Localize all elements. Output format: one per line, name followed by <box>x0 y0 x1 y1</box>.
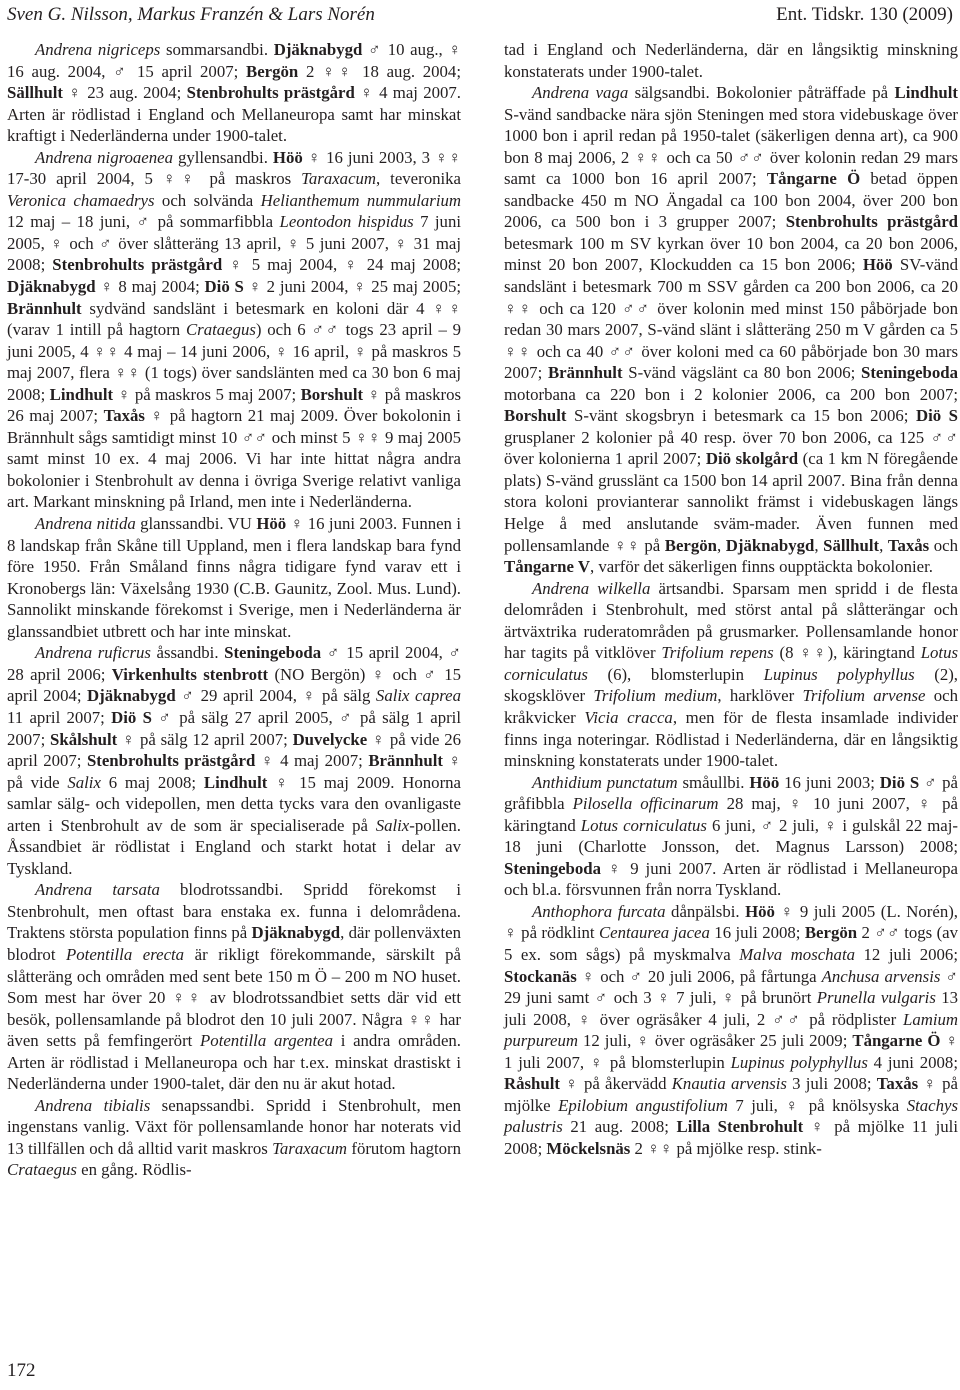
italic-text: Epilobium angustifolium <box>558 1095 728 1115</box>
text-run: ♀ på sälg 12 april 2007; <box>117 729 293 749</box>
text-run: tad i England och Nederländerna, där en långsiktig minskning konstaterats under 1900-talet. <box>504 40 958 81</box>
bold-text: Diö S <box>879 772 920 792</box>
italic-text: Andrena ruficrus <box>35 643 151 663</box>
bold-text: Stenbrohults prästgård <box>86 751 256 771</box>
text-run: , harklöver <box>717 686 803 706</box>
text-run: dånpälsbi. <box>665 901 746 921</box>
text-run: (6), blomsterlupin <box>587 664 764 684</box>
text-run: 13 juli 2008, ♀ över ogräsåker 4 juli, 2 ♂♂ på rödplister <box>504 988 959 1029</box>
bold-text: Duvelycke <box>292 729 368 749</box>
text-run: betesmark 100 m SV kyrkan över 10 bon 2004, ca 20 bon 2006, minst 20 bon 2007, Klockudden ca 15 bon 2006; <box>504 233 958 275</box>
italic-text: Pilosella officinarum <box>572 794 719 814</box>
text-run: grusplaner 2 kolonier på 40 resp. över 70 bon 2006, ca 125 ♂♂ över kolonierna 1 april 2007; <box>504 427 958 469</box>
text-run: ♀ 5 maj 2004, ♀ 24 maj 2008; <box>222 255 462 275</box>
bold-text: Stockanäs <box>504 966 577 986</box>
text-run: motorbana ca 220 bon i 2 kolonier 2006, ca 200 bon 2007; <box>504 384 958 404</box>
text-run: 11 april 2007; <box>7 707 112 727</box>
text-run: 2 ♂♂ togs (av 5 ex. som sågs) på myskmalva <box>504 923 958 964</box>
bold-text: Djäknabygd <box>273 40 363 59</box>
bold-text: Höö <box>862 255 893 275</box>
bold-text: Steningeboda <box>224 643 322 663</box>
text-run: ) och 6 ♂♂ togs 23 april – 9 juni 2005, 4 ♀♀ 4 maj – 14 juni 2006, ♀ 16 april, ♀ på maskros 5 maj 2007, flera ♀♀ (1 togs) över sandslänten med ca 30 bon 6 maj 2008; <box>7 320 462 404</box>
italic-text: Salix <box>375 815 410 835</box>
bold-text: Brännhult <box>547 363 623 383</box>
italic-text: Vicia cracca <box>584 707 673 727</box>
text-run: 7 juli, ♀ på knölsyska <box>727 1095 907 1115</box>
bold-text: Råshult <box>504 1074 560 1094</box>
text-run: sälgsandbi. Bokolonier påträffade på <box>628 83 895 103</box>
text-run: (8 ♀♀), käringtand <box>773 643 921 663</box>
bold-text: Tångarne Ö <box>852 1031 941 1051</box>
bold-text: Brännhult <box>368 751 443 771</box>
text-run: 4 juni 2008; <box>867 1052 958 1072</box>
italic-text: Knautia arvensis <box>671 1074 787 1094</box>
text-run: ♀ 16 juni 2003. Funnen i 8 landskap från Skåne till Uppland, men i flera landskap bara fynd före 1950. Från Småland finns några tidigare fynd varav ett i Kronobergs län: Växelsång 1930 (C.B. Gaunitz, Zool. Mus. Lund). Sannolikt minskande förekomst i Sverige, men i Nederländerna är glanssandbiet utbrett och har inte minskat. <box>7 514 461 641</box>
italic-text: Trifolium medium <box>593 686 718 706</box>
text-run: ♂ 15 april 2004, ♂ 28 april 2006; <box>7 643 461 684</box>
text-run: ♀ på mjölke 11 juli 2008; <box>504 1117 958 1158</box>
text-run: 12 juli, ♀ över ogräsåker 25 juli 2009; <box>577 1031 853 1051</box>
italic-text: Andrena nitida <box>35 514 136 534</box>
text-run: ♀ 4 maj 2007. Arten är rödlistad i England och Mellaneuropa samt har minskat kraftigt i Nederländerna under 1900-talet. <box>7 83 462 146</box>
paragraph <box>7 1095 461 1181</box>
text-run: gyllensandbi. <box>172 147 273 167</box>
italic-text: Veronica chamaedrys <box>7 190 155 210</box>
italic-text: Lotus corniculatus <box>580 815 707 835</box>
bold-text: Bergön <box>804 923 858 943</box>
text-run: ♀ 9 juni 2007. Arten är rödlistad i Mellaneuropa och bl.a. försvunnen från norra Tyskland. <box>504 858 958 900</box>
bold-text: Djäknabygd <box>725 535 815 555</box>
text-run: ♀ 9 juli 2005 (L. Norén), ♀ på rödklint <box>504 901 959 943</box>
bold-text: Sällhult <box>823 535 880 555</box>
paragraph <box>504 578 958 772</box>
italic-text: Malva moschata <box>739 944 856 964</box>
bold-text: Sällhult <box>7 83 63 103</box>
text-run: sommarsandbi. <box>160 40 274 59</box>
bold-text: Bergön <box>246 61 299 81</box>
text-run: , <box>716 535 726 555</box>
italic-text: Prunella vulgaris <box>816 988 936 1008</box>
right-column <box>504 39 958 1159</box>
left-column <box>7 39 461 1181</box>
bold-text: Djäknabygd <box>87 686 176 706</box>
text-run: åssandbi. <box>150 643 225 663</box>
text-run: ♀ och ♂ 20 juli 2006, på fårtunga <box>576 966 822 986</box>
text-run: ♀ 15 maj 2009. Honorna samlar sälg- och videpollen, men detta tycks vara den ovanligaste arten i Stenbrohult av de som är specialiserade på <box>7 772 461 835</box>
bold-text: Taxås <box>103 406 145 426</box>
bold-text: Möckelsnäs <box>546 1138 631 1158</box>
bold-text: Höö <box>272 147 303 167</box>
italic-text: Trifolium repens <box>661 643 774 663</box>
italic-text: Crataegus <box>7 1160 77 1180</box>
bold-text: Höö <box>745 901 775 921</box>
italic-text: Trifolium arvense <box>802 686 926 706</box>
italic-text: Salix <box>67 772 101 792</box>
text-run: ♂ 29 april 2004, ♀ på sälg <box>175 686 376 706</box>
italic-text: Taraxacum <box>301 169 377 189</box>
text-run: , <box>814 535 824 555</box>
text-run: (ca 1 km N föregående plats) S-vänd grusslänt ca 1500 bon 14 april 2007. Bina från denna stora koloni provianterar sannolikt främst i videbuskagen längs Helge å med anslutande sväm-mader. Även funnen med pollensamlande ♀♀ på <box>504 449 958 555</box>
italic-text: Anthophora furcata <box>532 901 666 921</box>
running-header <box>7 0 953 28</box>
bold-text: Tångarne Ö <box>766 169 861 189</box>
paragraph <box>7 879 461 1094</box>
bold-text: Stenbrohults prästgård <box>785 212 958 232</box>
paragraph <box>504 82 958 578</box>
italic-text: Potentilla erecta <box>66 944 185 964</box>
text-run: 7 juni 2005, ♀ och ♂ över slåtteräng 13 april, ♀ 5 juni 2007, ♀ 31 maj 2008; <box>7 212 461 275</box>
bold-text: Stenbrohults prästgård <box>52 255 223 275</box>
text-run: 16 juni 2003; <box>779 772 880 792</box>
italic-text: Helianthemum nummularium <box>260 190 462 210</box>
bold-text: Höö <box>256 514 287 534</box>
paragraph <box>7 39 461 147</box>
text-run: 12 maj – 18 juni, ♂ på sommarfibbla <box>7 212 280 232</box>
italic-text: Anchusa arvensis <box>821 966 941 986</box>
text-run: ♀ på vide 26 april 2007; <box>7 729 461 771</box>
paragraph <box>7 513 461 642</box>
text-run: , teveronika <box>376 169 461 189</box>
text-run: och <box>929 535 959 555</box>
text-run: glanssandbi. VU <box>135 514 257 534</box>
text-run: sydvänd sandslänt i betesmark en koloni där 4 ♀♀ (varav 1 intill på hagtorn <box>7 298 461 340</box>
text-run: ♀ 8 maj 2004; <box>95 277 205 297</box>
header-authors: Sven G. Nilsson, Markus Franzén & Lars Norén <box>7 4 375 25</box>
bold-text: Djäknabygd <box>251 923 341 943</box>
text-run: betad öppen sandbacke 450 m NO Ängadal ca 100 bon 2004, över 200 bon 2006, ca 500 bon i 3 grupper 2007; <box>504 169 959 232</box>
bold-text: Borshult <box>300 384 364 404</box>
italic-text: Lupinus polyphyllus <box>730 1052 868 1072</box>
bold-text: Virkenhults stenbrott <box>111 664 269 684</box>
bold-text: Bergön <box>664 535 717 555</box>
text-run: S-vänt skogsbryn i betesmark ca 15 bon 2006; <box>566 406 916 426</box>
italic-text: Centaurea jacea <box>598 923 710 943</box>
text-run: 28 maj, ♀ 10 juni 2007, ♀ på käringtand <box>504 794 959 835</box>
text-run: ♀ 16 juni 2003, 3 ♀♀ 17-30 april 2004, 5 ♀♀ på maskros <box>7 147 461 189</box>
text-run: 6 maj 2008; <box>100 772 204 792</box>
text-run: ♂ 10 aug., ♀ 16 aug. 2004, ♂ 15 april 2007; <box>7 40 462 81</box>
text-run: och kråkvicker <box>504 686 958 727</box>
italic-text: Stachys palustris <box>504 1095 958 1137</box>
text-run: ♀ 23 aug. 2004; <box>62 83 187 103</box>
bold-text: Steningeboda <box>504 858 601 878</box>
text-run: småullbi. <box>677 772 750 792</box>
bold-text: Lindhult <box>894 83 958 103</box>
text-run: , varför det säkerligen finns oupptäckta bokolonier. <box>589 557 933 577</box>
bold-text: Lindhult <box>203 772 268 792</box>
italic-text: Leontodon hispidus <box>279 212 414 232</box>
text-run: , <box>879 535 888 555</box>
paragraph <box>504 901 958 1160</box>
italic-text: Anthidium punctatum <box>532 772 678 792</box>
text-run: är rikligt förekommande, särskilt på slåtteräng och områden med sent bete 150 m Ö – 200 m NO huset. Som mest har över 20 ♀♀ av blodrotssandbiet setts där vid ett besök, pollensamlande på blodrot den 10 juli 2007. Några ♀♀ har även setts på femfingerört <box>7 944 461 1051</box>
italic-text: Lupinus polyphyllus <box>763 664 915 684</box>
text-run: ♀ på maskros 26 maj 2007; <box>7 384 461 426</box>
italic-text: Crataegus <box>185 320 256 340</box>
italic-text: Salix caprea <box>375 686 461 706</box>
text-run: ♀ på vide <box>7 751 462 792</box>
text-run: ♀ på åkervädd <box>559 1074 672 1094</box>
text-run: 12 juli 2006; <box>855 944 958 964</box>
text-run: 6 juni, ♂ 2 juli, ♀ i gulskål 22 maj-18 juni (Charlotte Jonsson, det. Magnus Larsson) 2008; <box>504 815 958 857</box>
text-run: och solvända <box>154 190 261 210</box>
text-run: ♂ på sälg 27 april 2005, ♂ på sälg 1 april 2007; <box>7 707 461 749</box>
bold-text: Diö S <box>204 277 244 297</box>
text-run: 2 ♀♀ 18 aug. 2004; <box>298 61 461 81</box>
bold-text: Lindhult <box>49 384 114 404</box>
bold-text: Stenbrohults prästgård <box>186 83 355 103</box>
text-run: en gång. Rödlis- <box>76 1160 192 1180</box>
text-run: blodrotssandbi. Spridd förekomst i Stenbrohult, men oftast bara enstaka ex. funna i delområdena. Traktens största population finns på <box>7 880 461 943</box>
italic-text: Lamium purpureum <box>504 1009 958 1051</box>
italic-text: Taraxacum <box>272 1138 348 1158</box>
paragraph <box>7 147 461 513</box>
bold-text: Diö S <box>111 707 152 727</box>
bold-text: Diö skolgård <box>705 449 799 469</box>
italic-text: Andrena tibialis <box>35 1095 151 1115</box>
text-run: S-vänd vägslänt ca 80 bon 2006; <box>622 363 862 383</box>
text-run: ärtsandbi. Sparsam men spridd i de flesta delområden i Stenbrohult, med störst antal på slåtterängar och ärtväxtrika ruderatområden på grusmarker. Pollensamlande honor har tagits på vitklöver <box>504 578 958 663</box>
text-run: , men för de flesta insamlade individer finns inga noteringar. Rödlistad i Nederländerna, där en långsiktig minskning konstaterats under 1900-talet. <box>504 707 958 771</box>
text-run: SV-vänd sandslänt i betesmark 700 m SSV gården ca 200 bon 2006, ca 20 ♀♀ och ca 120 ♂♂ över kolonin med minst 150 påbörjade bon redan 30 mars 2007, S-vänd slänt i slåtteräng 250 m V gården ca 5 ♀♀ och ca 40 ♂♂ över koloni med ca 60 påbörjade bon 30 mars 2007; <box>504 255 958 383</box>
italic-text: Lotus corniculatus <box>504 643 958 684</box>
text-run: 21 aug. 2008; <box>562 1117 677 1137</box>
bold-text: Tångarne V <box>504 557 590 577</box>
text-run: S-vänd sandbacke nära sjön Steningen med stora videbuskage över 1000 bon i april redan på 1950-talet (säkerligen denna art), ca 900 bon 8 maj 2006, 2 ♀♀ och ca 50 ♂♂ över kolonin redan 29 mars samt ca 1000 bon 16 april 2007; <box>504 104 958 189</box>
text-run: ♀ 2 juni 2004, ♀ 25 maj 2005; <box>243 277 462 297</box>
bold-text: Brännhult <box>7 298 82 318</box>
text-run: ♂ på gråfibbla <box>504 772 958 814</box>
italic-text: Andrena tarsata <box>35 880 160 900</box>
bold-text: Taxås <box>887 535 930 555</box>
header-journal: Ent. Tidskr. 130 (2009) <box>776 4 953 25</box>
text-run: , där pollenväxten blodrot <box>7 923 461 964</box>
text-run: 2 ♀♀ på mjölke resp. stink- <box>630 1138 822 1158</box>
italic-text: Andrena nigriceps <box>35 40 161 59</box>
text-run: 16 juli 2008; <box>709 923 805 943</box>
paragraph <box>504 39 958 82</box>
bold-text: Lilla Stenbrohult <box>676 1117 804 1137</box>
italic-text: Potentilla argentea <box>200 1031 333 1051</box>
bold-text: Höö <box>749 772 780 792</box>
italic-text: Andrena nigroaenea <box>35 147 173 167</box>
text-run: ♂ 29 juni samt ♂ och 3 ♀ 7 juli, ♀ på brunört <box>504 966 959 1008</box>
text-run: ♀ på maskros 5 maj 2007; <box>113 384 301 404</box>
italic-text: Andrena vaga <box>532 83 629 103</box>
bold-text: Skålshult <box>50 729 118 749</box>
paragraph <box>7 642 461 879</box>
bold-text: Djäknabygd <box>7 277 96 297</box>
text-run: 3 juli 2008; <box>786 1074 877 1094</box>
paragraph <box>504 772 958 901</box>
text-run: ♀ på hagtorn 21 maj 2009. Över bokolonin i Brännhult sågs samtidigt minst 10 ♂♂ och minst 5 ♀♀ 9 maj 2005 samt minst 10 ex. 4 maj 2006. Vi har inte hittat några andra bokolonier i Stenbrohult av denna i övriga Sverige relativt vanliga art. Markant minskning på Irland, men inte i Nederländerna. <box>7 406 461 512</box>
text-run: ♀ 1 juli 2007, ♀ på blomsterlupin <box>504 1031 958 1072</box>
bold-text: Taxås <box>876 1074 919 1094</box>
text-run: förutom hagtorn <box>347 1138 461 1158</box>
bold-text: Borshult <box>504 406 567 426</box>
text-run: -pollen. Åssandbiet är rödlistat i England och starkt hotat i delar av Tyskland. <box>7 815 461 878</box>
text-run: (NO Bergön) ♀ och ♂ 15 april 2004; <box>7 664 461 706</box>
italic-text: Andrena wilkella <box>532 578 651 598</box>
bold-text: Diö S <box>915 406 959 426</box>
bold-text: Steningeboda <box>861 363 958 383</box>
text-run: ♀ på mjölke <box>504 1074 958 1115</box>
text-run: ♀ 4 maj 2007; <box>255 751 369 771</box>
text-run: senapssandbi. Spridd i Stenbrohult, men ingenstans vanlig. Växt för pollensamlande honor har noterats vid 13 tillfällen och då alltid varit maskros <box>7 1095 461 1158</box>
page-number: 172 <box>7 1360 36 1381</box>
text-run: (2), skogsklöver <box>504 664 958 706</box>
text-run: i andra områden. Arten är rödlistad i Mellaneuropa och har t.ex. minskat drastiskt i Nederländerna under 1900-talet, där den nu är akut hotad. <box>7 1031 461 1094</box>
